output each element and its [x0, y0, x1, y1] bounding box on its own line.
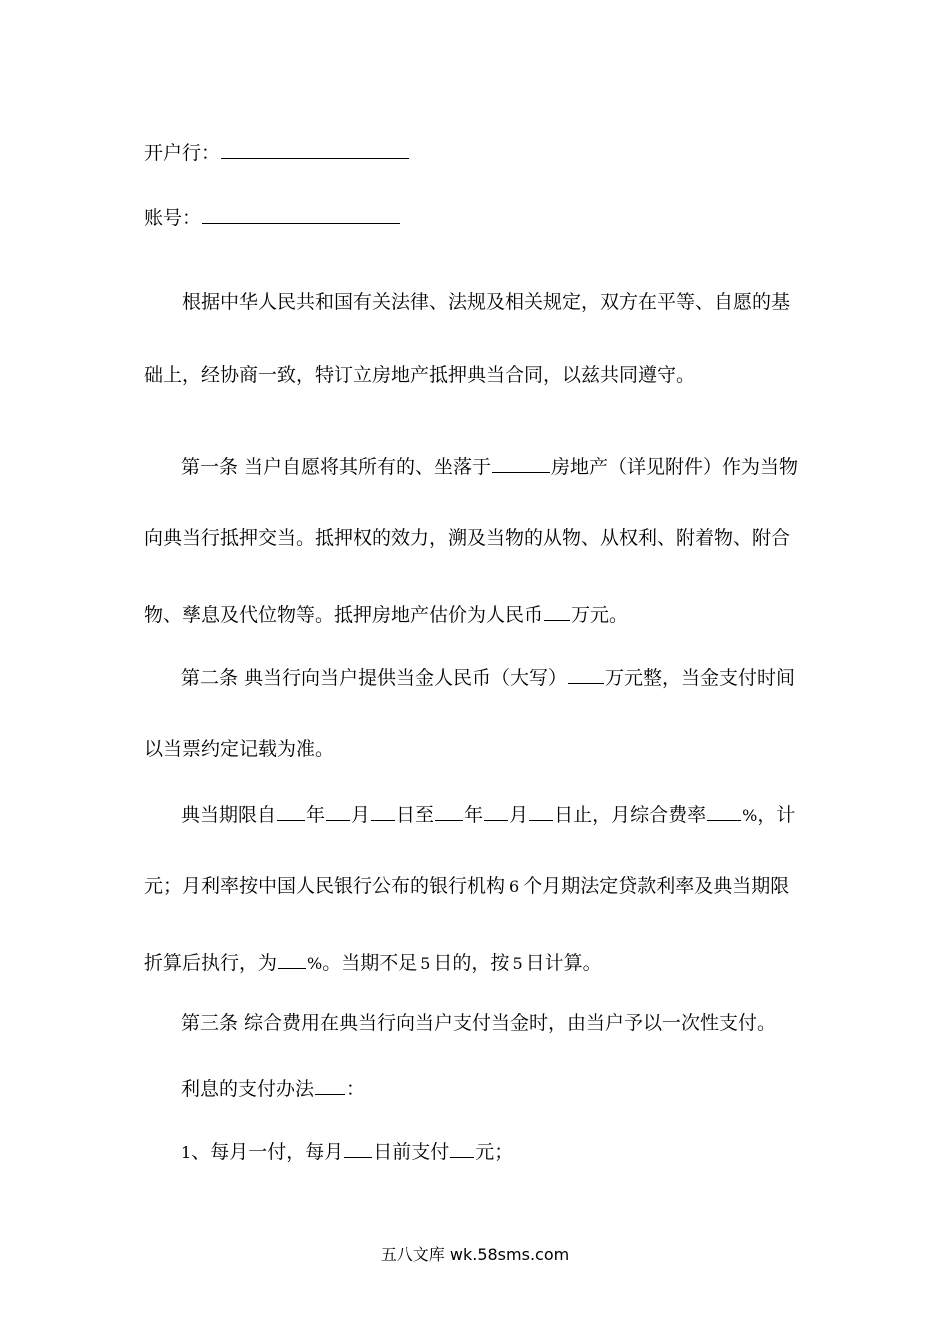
account-label: 账号： — [144, 207, 202, 229]
text: 。当期不足 — [322, 952, 418, 974]
amount-blank[interactable] — [568, 663, 604, 684]
paragraph-line — [144, 874, 789, 898]
text: 日前支付 — [373, 1141, 450, 1163]
text: 典当期限自 — [181, 804, 277, 826]
account-blank[interactable] — [202, 203, 400, 224]
text: 元；月利率按中国人民银行公布的银行机构 — [144, 875, 506, 897]
text: 日的，按 — [433, 952, 510, 974]
text: 以当票约定记载为准。 — [144, 738, 335, 760]
start-day-blank[interactable] — [371, 800, 395, 821]
paragraph-line — [144, 737, 334, 761]
text: 第二条 典当行向当户提供当金人民币（大写） — [181, 667, 568, 689]
end-year-blank[interactable] — [435, 800, 463, 821]
text: 、每月一付，每月 — [191, 1141, 344, 1163]
article-3-line — [181, 1011, 776, 1035]
text: 元； — [475, 1141, 514, 1163]
text: ，计 — [757, 804, 796, 826]
payment-method-line — [181, 1074, 365, 1098]
monthly-payment-line — [181, 1137, 513, 1161]
footer-watermark: 五八文库 wk.58sms.com — [380, 1245, 570, 1264]
percent-sign: % — [742, 806, 758, 825]
bank-line — [144, 138, 410, 162]
text: 万元。 — [571, 604, 629, 626]
pay-amount-blank[interactable] — [450, 1137, 474, 1158]
text: 日计算。 — [525, 952, 602, 974]
end-day-blank[interactable] — [529, 800, 553, 821]
paragraph-line — [144, 363, 695, 387]
bank-label: 开户行： — [144, 142, 221, 164]
text: 日至 — [396, 804, 435, 826]
start-month-blank[interactable] — [326, 800, 350, 821]
percent-sign: % — [307, 954, 323, 973]
start-year-blank[interactable] — [277, 800, 305, 821]
article-2-line — [181, 663, 795, 687]
text: 第一条 当户自愿将其所有的、坐落于 — [181, 456, 492, 478]
number: 5 — [420, 954, 431, 973]
text: 房地产（详见附件）作为当物 — [551, 456, 799, 478]
number: 6 — [509, 877, 520, 896]
paragraph-line — [144, 600, 628, 624]
paragraph-line — [144, 526, 790, 550]
article-1-line — [181, 452, 798, 476]
account-line — [144, 203, 401, 227]
end-month-blank[interactable] — [484, 800, 508, 821]
number: 5 — [512, 954, 523, 973]
number: 1 — [181, 1143, 192, 1162]
text: 物、孳息及代位物等。抵押房地产估价为人民币 — [144, 604, 544, 626]
term-line — [181, 800, 795, 824]
text: 年 — [306, 804, 326, 826]
payment-method-blank[interactable] — [315, 1074, 345, 1095]
text: 第三条 综合费用在典当行向当户支付当金时，由当户予以一次性支付。 — [181, 1012, 777, 1034]
text: 根据中华人民共和国有关法律、法规及相关规定，双方在平等、自愿的基 — [182, 291, 791, 313]
text: ： — [346, 1078, 366, 1100]
bank-blank[interactable] — [221, 138, 409, 159]
interest-rate-blank[interactable] — [278, 948, 306, 969]
text: 利息的支付办法 — [181, 1078, 315, 1100]
pay-day-blank[interactable] — [344, 1137, 372, 1158]
valuation-blank[interactable] — [544, 600, 570, 621]
text: 折算后执行，为 — [144, 952, 278, 974]
paragraph-line — [182, 290, 790, 314]
location-blank[interactable] — [492, 452, 550, 473]
text: 月 — [351, 804, 371, 826]
fee-rate-blank[interactable] — [707, 800, 741, 821]
paragraph-line — [144, 948, 602, 972]
text: 向典当行抵押交当。抵押权的效力，溯及当物的从物、从权利、附着物、附合 — [144, 527, 791, 549]
text: 万元整，当金支付时间 — [605, 667, 796, 689]
text: 日止，月综合费率 — [554, 804, 707, 826]
text: 个月期法定贷款利率及典当期限 — [523, 875, 790, 897]
text: 年 — [464, 804, 484, 826]
text: 月 — [509, 804, 529, 826]
text: 础上，经协商一致，特订立房地产抵押典当合同，以兹共同遵守。 — [144, 364, 696, 386]
